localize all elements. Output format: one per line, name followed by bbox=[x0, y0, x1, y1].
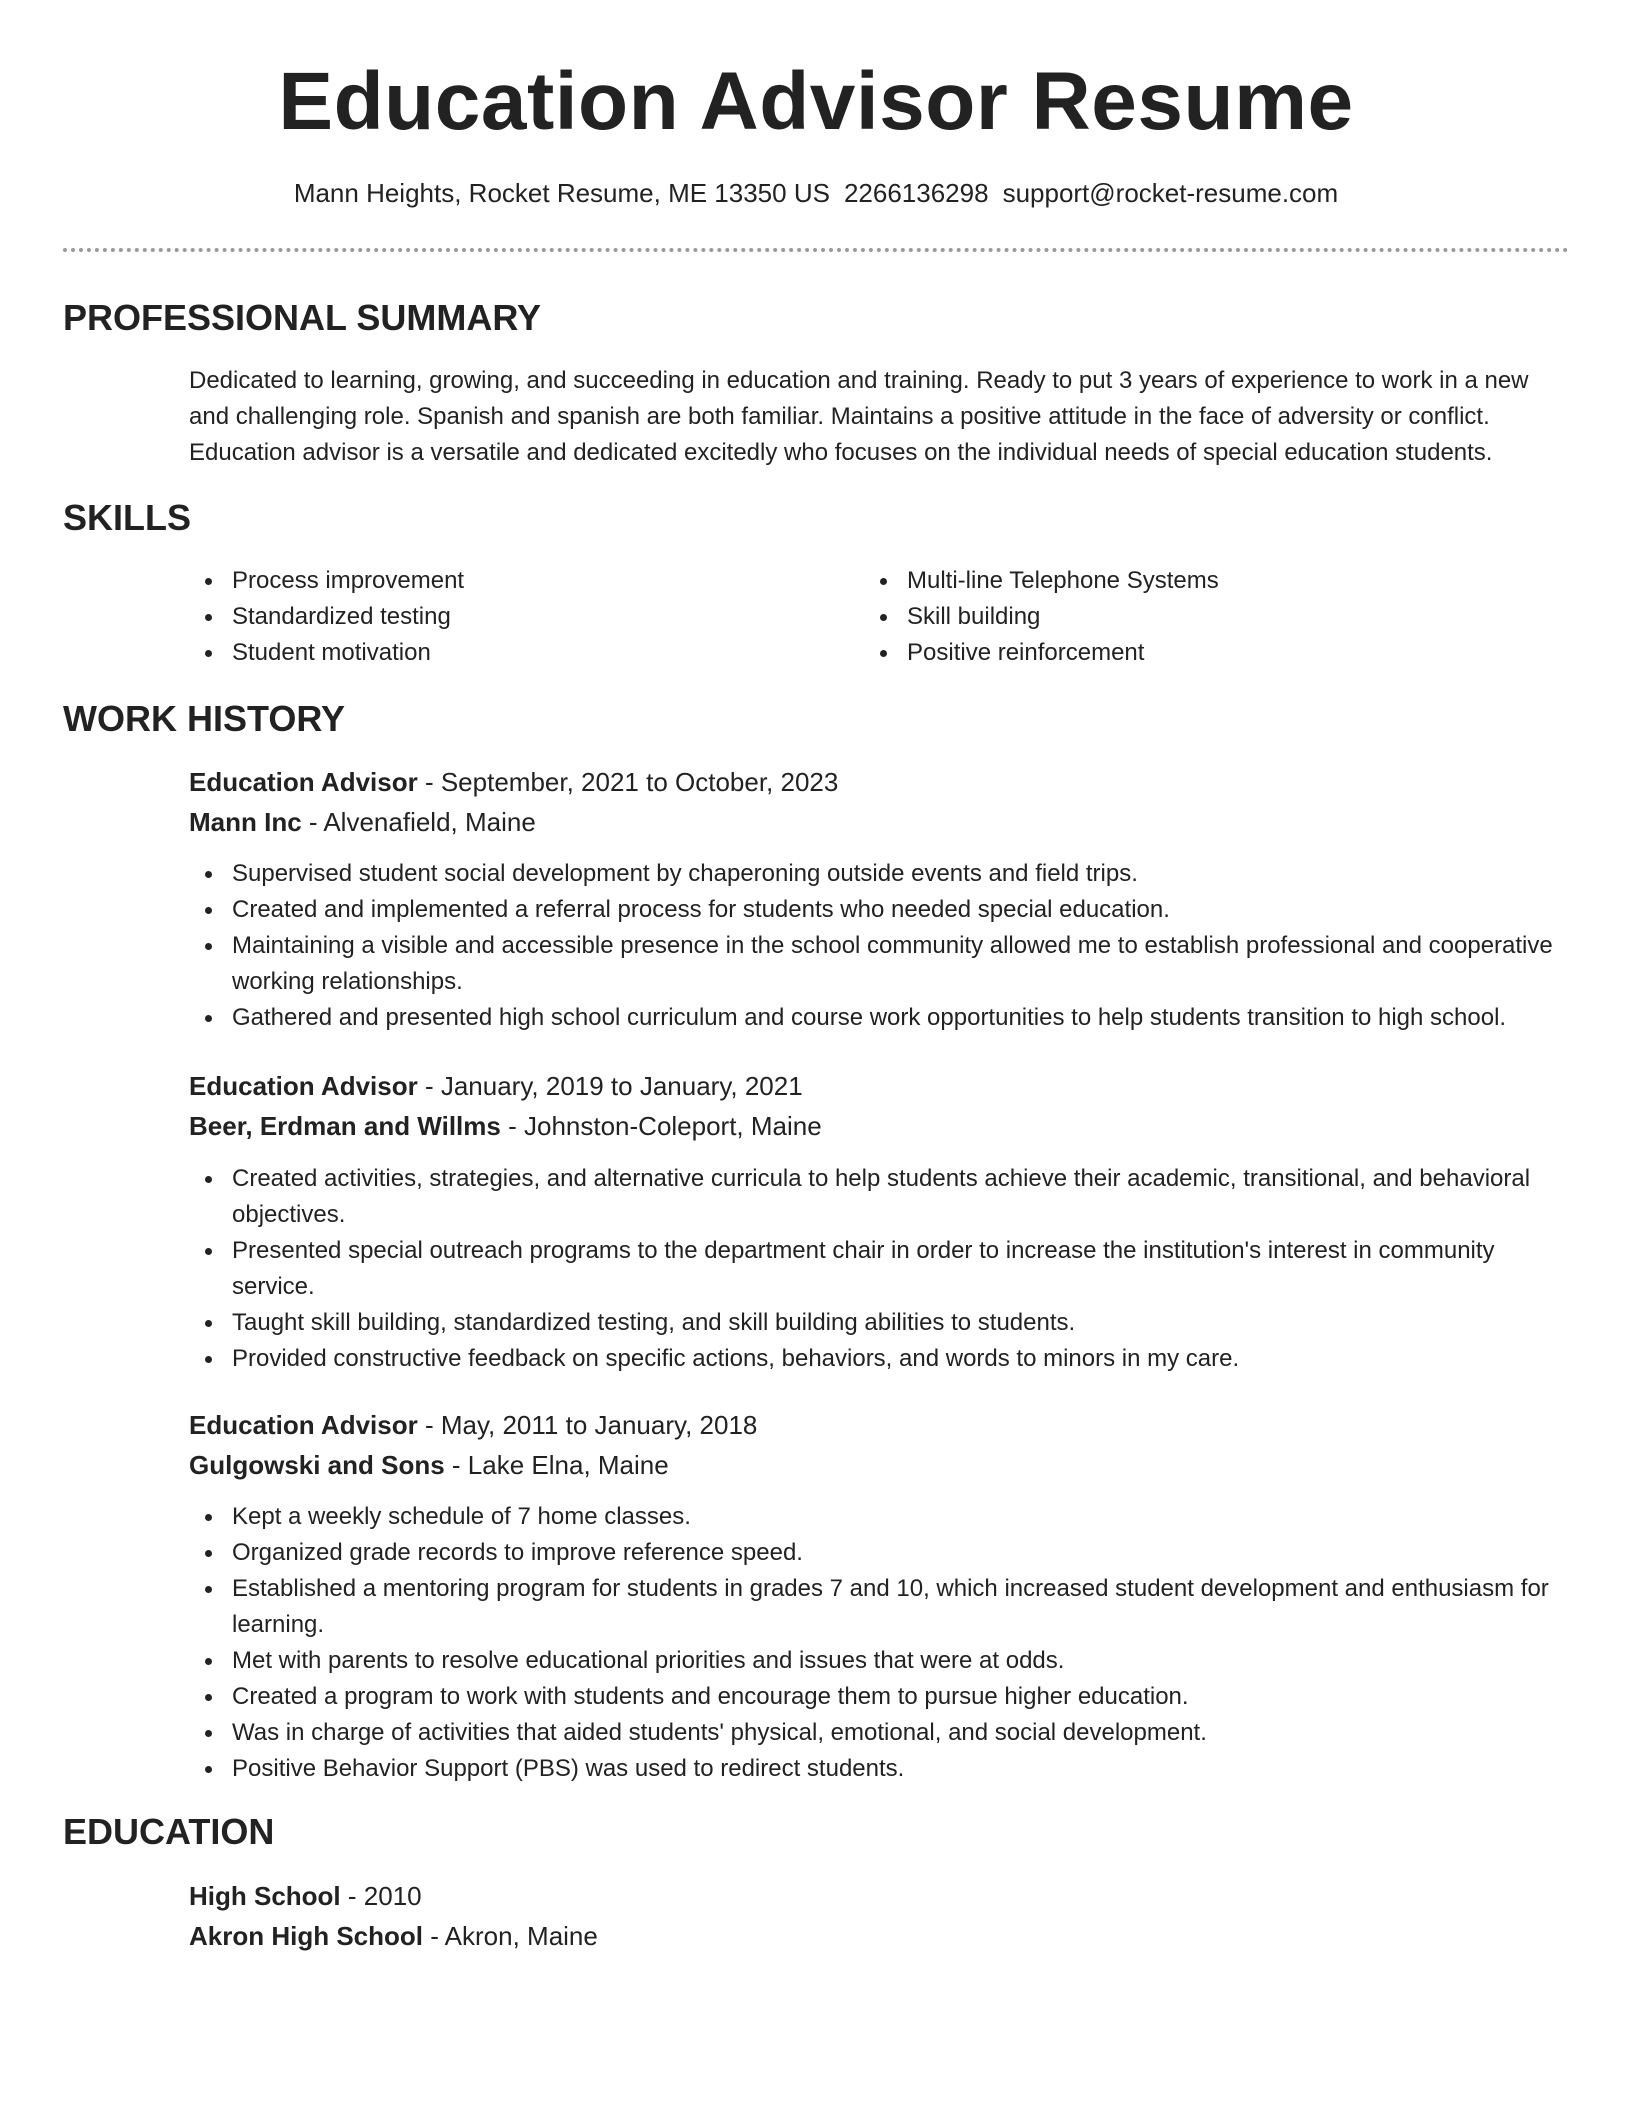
job-bullet: Met with parents to resolve educational priorities and issues that were at odds. bbox=[189, 1643, 1569, 1679]
job-company-line bbox=[189, 1447, 669, 1483]
work-heading: WORK HISTORY bbox=[63, 698, 346, 739]
resume-title: Education Advisor Resume bbox=[278, 56, 1354, 147]
job-company: Gulgowski and Sons bbox=[189, 1450, 445, 1480]
contact-address: Mann Heights, Rocket Resume, ME 13350 US bbox=[293, 178, 830, 208]
job-bullet-list bbox=[189, 1499, 1569, 1787]
skills-list-right bbox=[864, 563, 1464, 671]
summary-heading: PROFESSIONAL SUMMARY bbox=[63, 297, 542, 338]
job-dates: - January, 2019 to January, 2021 bbox=[417, 1071, 803, 1101]
job-title-line bbox=[189, 1407, 757, 1443]
education-school: Akron High School bbox=[189, 1921, 423, 1951]
job-title: Education Advisor bbox=[189, 1071, 418, 1101]
contact-phone: 2266136298 bbox=[843, 178, 989, 208]
job-company: Mann Inc bbox=[189, 807, 302, 837]
job-bullet: Maintaining a visible and accessible presence in the school community allowed me to establish professional and cooperative working relationships. bbox=[189, 928, 1569, 1000]
education-heading: EDUCATION bbox=[63, 1811, 275, 1852]
skill-item: Student motivation bbox=[189, 635, 789, 671]
job-bullet: Created a program to work with students and encourage them to pursue higher education. bbox=[189, 1679, 1569, 1715]
job-location: - Johnston-Coleport, Maine bbox=[500, 1111, 822, 1141]
job-bullet: Created and implemented a referral process for students who needed special education. bbox=[189, 892, 1569, 928]
job-bullet: Provided constructive feedback on specific actions, behaviors, and words to minors in my care. bbox=[189, 1341, 1569, 1377]
header-divider bbox=[63, 248, 1569, 252]
education-year: - 2010 bbox=[340, 1881, 422, 1911]
skill-item: Process improvement bbox=[189, 563, 789, 599]
job-company-line bbox=[189, 804, 536, 840]
summary-text: Dedicated to learning, growing, and succeeding in education and training. Ready to put 3 years of experience to work in a new and challenging role. Spanish and spanish are both familiar. Maintains a positive attitude in the face of adversity or conflict. Education advisor is a versatile and dedicated excitedly who focuses on the individual needs of special education students. bbox=[189, 367, 1529, 466]
job-bullet-list bbox=[189, 856, 1569, 1036]
job-bullet: Gathered and presented high school curriculum and course work opportunities to help students transition to high school. bbox=[189, 1000, 1569, 1036]
job-bullet: Was in charge of activities that aided students' physical, emotional, and social development. bbox=[189, 1715, 1569, 1751]
education-location: - Akron, Maine bbox=[423, 1921, 598, 1951]
job-bullet: Organized grade records to improve reference speed. bbox=[189, 1535, 1569, 1571]
job-bullet: Supervised student social development by chaperoning outside events and field trips. bbox=[189, 856, 1569, 892]
job-title: Education Advisor bbox=[189, 1410, 418, 1440]
job-title-line bbox=[189, 1068, 803, 1104]
job-bullet: Kept a weekly schedule of 7 home classes. bbox=[189, 1499, 1569, 1535]
skill-item: Skill building bbox=[864, 599, 1464, 635]
job-company-line bbox=[189, 1108, 822, 1144]
education-degree: High School bbox=[189, 1881, 341, 1911]
job-bullet: Established a mentoring program for students in grades 7 and 10, which increased student development and enthusiasm for learning. bbox=[189, 1571, 1569, 1643]
education-school-line bbox=[189, 1918, 598, 1954]
job-bullet-list bbox=[189, 1161, 1569, 1377]
skills-heading: SKILLS bbox=[63, 497, 192, 538]
job-dates: - September, 2021 to October, 2023 bbox=[417, 767, 839, 797]
job-bullet: Taught skill building, standardized testing, and skill building abilities to students. bbox=[189, 1305, 1569, 1341]
job-title-line bbox=[189, 764, 838, 800]
education-degree-line bbox=[189, 1878, 422, 1914]
skills-list-left bbox=[189, 563, 789, 671]
job-location: - Lake Elna, Maine bbox=[444, 1450, 669, 1480]
skill-item: Positive reinforcement bbox=[864, 635, 1464, 671]
job-bullet: Created activities, strategies, and alternative curricula to help students achieve their academic, transitional, and behavioral objectives. bbox=[189, 1161, 1569, 1233]
job-title: Education Advisor bbox=[189, 767, 418, 797]
job-bullet: Presented special outreach programs to the department chair in order to increase the institution's interest in community service. bbox=[189, 1233, 1569, 1305]
job-dates: - May, 2011 to January, 2018 bbox=[417, 1410, 758, 1440]
contact-line bbox=[0, 176, 1632, 210]
job-company: Beer, Erdman and Willms bbox=[189, 1111, 501, 1141]
skill-item: Multi-line Telephone Systems bbox=[864, 563, 1464, 599]
skill-item: Standardized testing bbox=[189, 599, 789, 635]
job-location: - Alvenafield, Maine bbox=[301, 807, 536, 837]
contact-email: support@rocket-resume.com bbox=[1002, 178, 1339, 208]
job-bullet: Positive Behavior Support (PBS) was used to redirect students. bbox=[189, 1751, 1569, 1787]
